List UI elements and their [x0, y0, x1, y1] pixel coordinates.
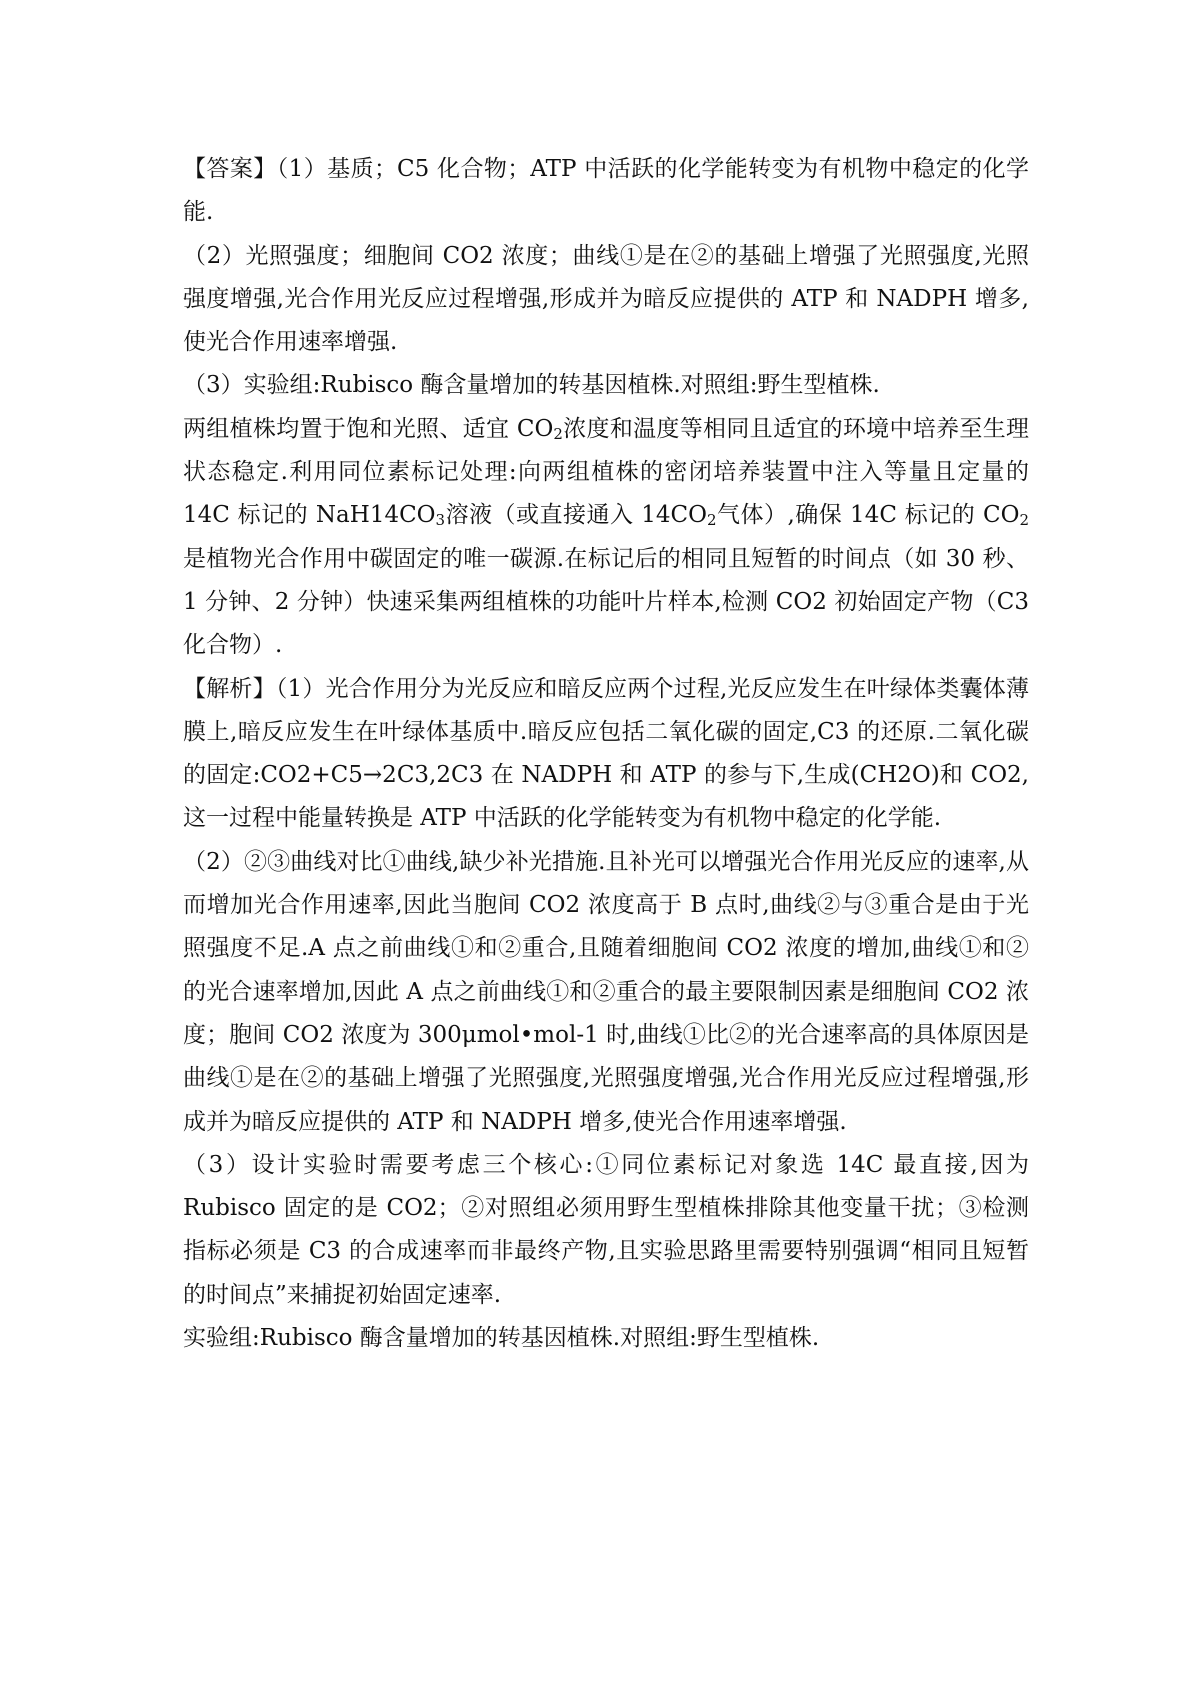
answer-q1-text: （1）基质；C5 化合物；ATP 中活跃的化学能转变为有机物中稳定的化学能. — [183, 156, 1030, 226]
analysis-p1-paragraph — [183, 668, 1029, 841]
answer-q3-paragraph: （3）实验组:Rubisco 酶含量增加的转基因植株.对照组:野生型植株. — [183, 372, 880, 399]
answer-label: 【答案】 — [183, 156, 277, 182]
design-text-4: 气体）,确保 14C 标记的 CO — [716, 502, 1020, 529]
analysis-p3-paragraph: （3）设计实验时需要考虑三个核心:①同位素标记对象选 14C 最直接,因为 Rubisco 固定的是 CO2；②对照组必须用野生型植株排除其他变量干扰；③检测指标必须是 C3 的合成速率而非最终产物,且实验思路里需要特别强调“相同且短暂的时间点”来捕捉初始固定速率. — [183, 1151, 1029, 1308]
answer-design-paragraph — [183, 408, 1029, 668]
analysis-p2-paragraph: （2）②③曲线对比①曲线,缺少补光措施.且补光可以增强光合作用光反应的速率,从而增加光合作用速率,因此当胞间 CO2 浓度高于 B 点时,曲线②与③重合是由于光照强度不足.A 点之前曲线①和②重合,且随着细胞间 CO2 浓度的增加,曲线①和②的光合速率增加,因此 A 点之前曲线①和②重合的最主要限制因素是细胞间 CO2 浓度；胞间 CO2 浓度为 300μmol•mol-1 时,曲线①比②的光合速率高的具体原因是曲线①是在②的基础上增强了光照强度,光照强度增强,光合作用光反应过程增强,形成并为暗反应提供的 ATP 和 NADPH 增多,使光合作用速率增强. — [183, 848, 1029, 1135]
design-subscript-co2-b: 2 — [707, 511, 717, 530]
analysis-label: 【解析】 — [183, 675, 276, 702]
answer-q1-paragraph — [183, 148, 1029, 235]
design-text-5: 是植物光合作用中碳固定的唯一碳源.在标记后的相同且短暂的时间点（如 30 秒、1 分钟、2 分钟）快速采集两组植株的功能叶片样本,检测 CO2 初始固定产物（C3 化合物）. — [183, 545, 1029, 659]
design-subscript-nahco3: 3 — [435, 511, 446, 530]
analysis-p1-text: （1）光合作用分为光反应和暗反应两个过程,光反应发生在叶绿体类囊体薄膜上,暗反应发生在叶绿体基质中.暗反应包括二氧化碳的固定,C3 的还原.二氧化碳的固定:CO2+C5→2C3,2C3 在 NADPH 和 ATP 的参与下,生成(CH2O)和 CO2,这一过程中能量转换是 ATP 中活跃的化学能转变为有机物中稳定的化学能. — [183, 675, 1030, 832]
design-text-3: 溶液（或直接通入 14CO — [445, 502, 707, 529]
answer-q2-paragraph: （2）光照强度；细胞间 CO2 浓度；曲线①是在②的基础上增强了光照强度,光照强度增强,光合作用光反应过程增强,形成并为暗反应提供的 ATP 和 NADPH 增多,使光合作用速率增强. — [183, 242, 1029, 356]
design-subscript-co2-a: 2 — [553, 424, 563, 443]
document-body — [183, 148, 1029, 1360]
analysis-p4-paragraph: 实验组:Rubisco 酶含量增加的转基因植株.对照组:野生型植株. — [183, 1325, 820, 1352]
design-text-1: 两组植株均置于饱和光照、适宜 CO — [183, 415, 554, 442]
design-text-2: 浓度和温度等相同且适宜的环境中培养至生理状态稳定.利用同位素标记处理:向两组植株的密闭培养装置中注入等量且定量的 14C 标记的 NaH14CO — [183, 415, 1030, 529]
design-subscript-co2-c: 2 — [1019, 511, 1029, 530]
